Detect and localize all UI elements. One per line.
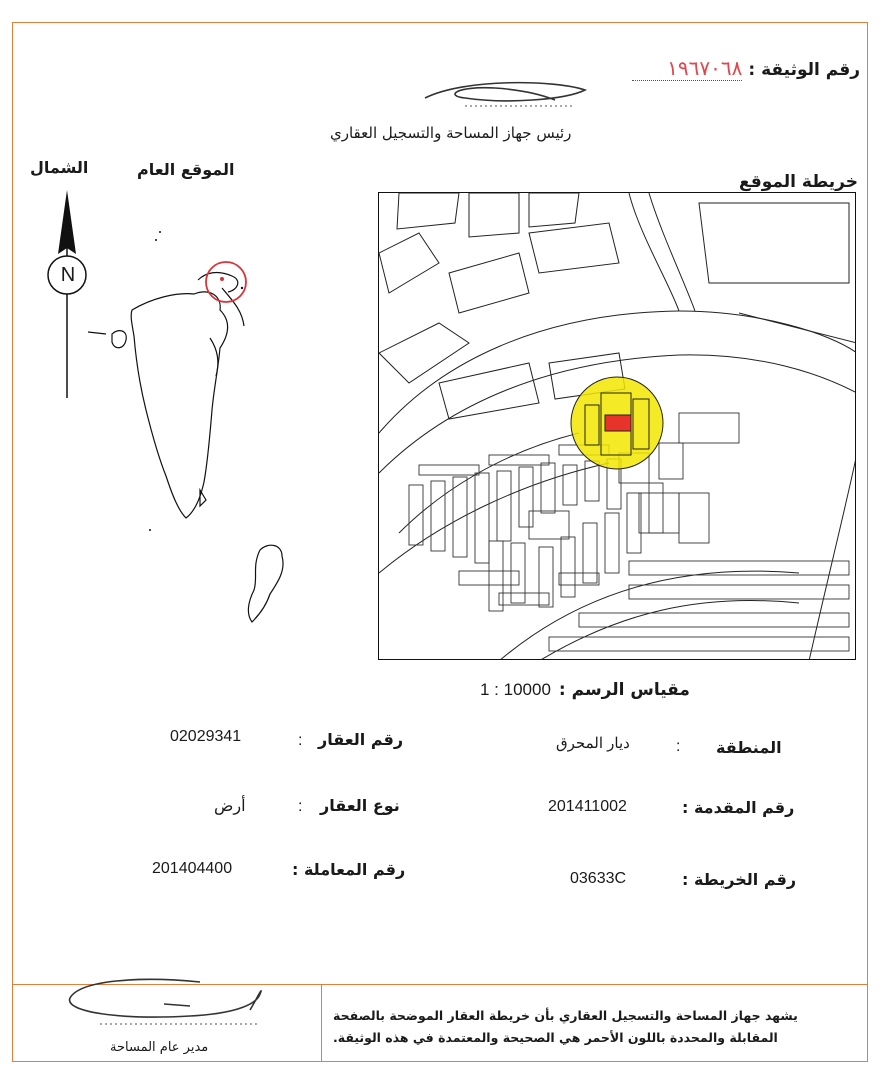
transaction-number-value: 201404400 — [152, 860, 233, 877]
general-location-title: الموقع العام — [137, 160, 235, 179]
site-map-drawing-icon — [379, 193, 856, 660]
property-parcel-icon — [605, 415, 631, 431]
property-number-value: 02029341 — [170, 728, 242, 745]
map-number-value: 03633C — [570, 870, 627, 887]
president-signature-icon — [405, 76, 605, 126]
doc-number-row — [632, 56, 860, 81]
area-sep: : — [676, 738, 681, 755]
map-number-label: رقم الخريطة : — [682, 870, 797, 889]
scale-label: مقياس الرسم : — [558, 680, 690, 700]
certification-line-2: المقابلة والمحددة باللون الأحمر هي الصحيحة والمعتمدة في هذه الوثيقة. — [333, 1030, 778, 1045]
signatory-title: رئيس جهاز المساحة والتسجيل العقاري — [330, 124, 572, 142]
director-signature-icon — [60, 970, 290, 1034]
property-number-sep: : — [298, 732, 303, 749]
transaction-number-label: رقم المعاملة : — [292, 860, 406, 879]
doc-number-label: رقم الوثيقة : — [748, 60, 860, 80]
footer-divider — [321, 984, 322, 1062]
site-map-title: خريطة الموقع — [738, 172, 858, 192]
property-number-label: رقم العقار — [318, 730, 404, 749]
scale-value: 1 : 10000 — [480, 680, 551, 699]
north-label: الشمال — [30, 158, 89, 177]
area-label: المنطقة — [716, 738, 782, 757]
site-map[interactable] — [378, 192, 856, 660]
scale-row — [480, 680, 690, 700]
director-title: مدير عام المساحة — [110, 1040, 209, 1055]
bahrain-overview-map-icon — [82, 210, 312, 630]
application-number-value: 201411002 — [548, 798, 627, 815]
north-letter: N — [60, 264, 76, 286]
doc-number-value: ١٩٦٧٠٦٨ — [632, 56, 742, 81]
property-type-value: أرض — [214, 798, 246, 815]
area-value: ديار المحرق — [556, 735, 630, 752]
application-number-label: رقم المقدمة : — [682, 798, 795, 817]
property-type-label: نوع العقار — [320, 796, 400, 815]
property-type-sep: : — [298, 798, 303, 815]
certification-line-1: يشهد جهاز المساحة والتسجيل العقاري بأن خريطة العقار الموضحة بالصفحة — [333, 1008, 798, 1023]
